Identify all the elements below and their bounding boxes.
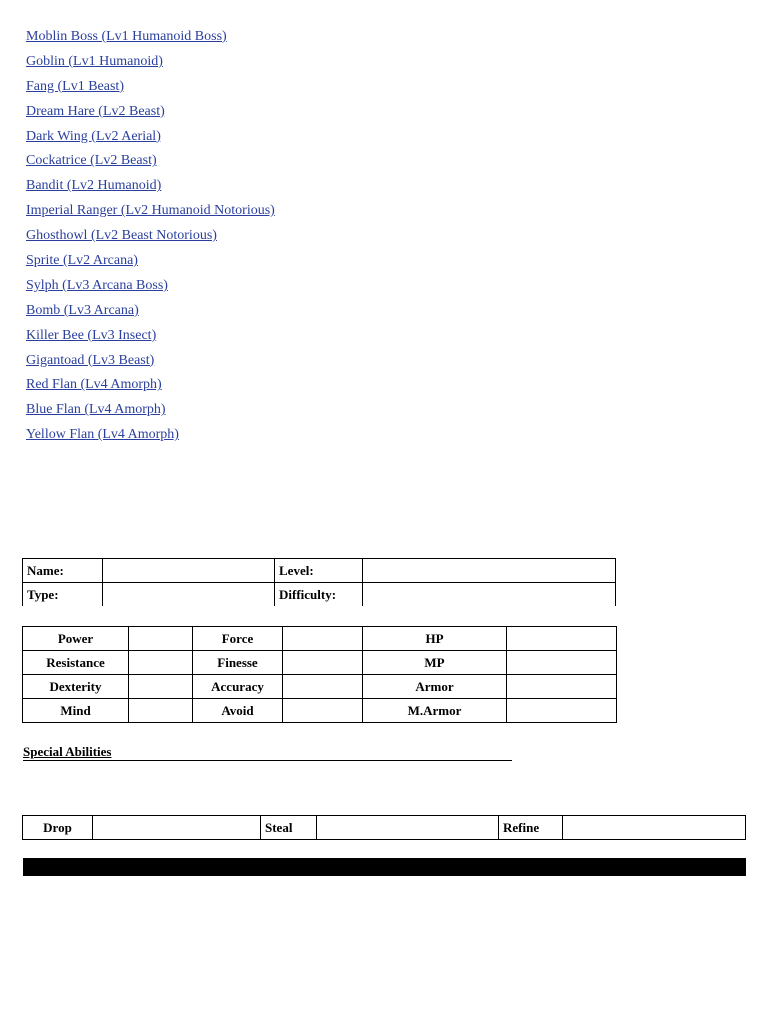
table-row <box>23 583 616 607</box>
stat-label: MP <box>363 651 507 675</box>
list-item <box>26 375 275 400</box>
monster-link[interactable]: Gigantoad (Lv3 Beast) <box>26 352 155 368</box>
stat-label: Finesse <box>193 651 283 675</box>
stat-value-cell[interactable] <box>283 699 363 723</box>
monster-link[interactable]: Moblin Boss (Lv1 Humanoid Boss) <box>26 29 227 44</box>
stat-value-cell[interactable] <box>129 699 193 723</box>
monster-link[interactable]: Blue Flan (Lv4 Amorph) <box>26 402 166 418</box>
stat-value-cell[interactable] <box>283 675 363 699</box>
level-value-cell[interactable] <box>363 559 616 583</box>
drop-value-cell[interactable] <box>93 816 261 840</box>
special-abilities-heading <box>23 744 512 761</box>
difficulty-value-cell[interactable] <box>363 583 616 607</box>
level-label: Level: <box>275 559 363 583</box>
stat-label: M.Armor <box>363 699 507 723</box>
monster-link[interactable]: Fang (Lv1 Beast) <box>26 78 124 94</box>
type-value-cell[interactable] <box>103 583 275 607</box>
monster-header-table <box>22 558 616 606</box>
special-abilities-label: Special Abilities <box>23 744 112 759</box>
stat-value-cell[interactable] <box>129 627 193 651</box>
monster-link[interactable]: Yellow Flan (Lv4 Amorph) <box>26 427 179 443</box>
loot-table <box>22 815 746 840</box>
stat-value-cell[interactable] <box>283 651 363 675</box>
monster-link[interactable]: Dark Wing (Lv2 Aerial) <box>26 128 161 144</box>
stat-value-cell[interactable] <box>507 627 617 651</box>
monster-link[interactable]: Ghosthowl (Lv2 Beast Notorious) <box>26 228 217 244</box>
table-row <box>23 559 616 583</box>
stat-label: HP <box>363 627 507 651</box>
stat-label: Mind <box>23 699 129 723</box>
monster-link[interactable]: Cockatrice (Lv2 Beast) <box>26 153 157 169</box>
monster-link[interactable]: Imperial Ranger (Lv2 Humanoid Notorious) <box>26 203 275 219</box>
stat-label: Dexterity <box>23 675 129 699</box>
list-item <box>26 251 275 276</box>
monster-link[interactable]: Sylph (Lv3 Arcana Boss) <box>26 277 168 293</box>
table-row <box>23 816 746 840</box>
list-item <box>26 151 275 176</box>
steal-label: Steal <box>261 816 317 840</box>
name-value-cell[interactable] <box>103 559 275 583</box>
list-item <box>26 127 275 152</box>
monster-link-list <box>26 27 275 450</box>
refine-label: Refine <box>499 816 563 840</box>
refine-value-cell[interactable] <box>563 816 746 840</box>
monster-link[interactable]: Sprite (Lv2 Arcana) <box>26 253 138 269</box>
list-item <box>26 52 275 77</box>
stats-table <box>22 626 617 723</box>
list-item <box>26 102 275 127</box>
list-item <box>26 201 275 226</box>
difficulty-label: Difficulty: <box>275 583 363 607</box>
monster-link[interactable]: Bomb (Lv3 Arcana) <box>26 302 139 318</box>
drop-label: Drop <box>23 816 93 840</box>
stat-label: Resistance <box>23 651 129 675</box>
stat-value-cell[interactable] <box>507 675 617 699</box>
list-item <box>26 400 275 425</box>
table-row <box>23 675 617 699</box>
stat-value-cell[interactable] <box>129 675 193 699</box>
stat-value-cell[interactable] <box>507 699 617 723</box>
list-item <box>26 176 275 201</box>
list-item <box>26 226 275 251</box>
stat-label: Power <box>23 627 129 651</box>
list-item <box>26 351 275 376</box>
stat-value-cell[interactable] <box>129 651 193 675</box>
list-item <box>26 425 275 450</box>
monster-link[interactable]: Killer Bee (Lv3 Insect) <box>26 327 157 343</box>
stat-value-cell[interactable] <box>283 627 363 651</box>
type-label: Type: <box>23 583 103 607</box>
table-row <box>23 699 617 723</box>
monster-link[interactable]: Dream Hare (Lv2 Beast) <box>26 103 165 119</box>
black-divider-bar <box>23 858 746 876</box>
list-item <box>26 301 275 326</box>
table-row <box>23 651 617 675</box>
name-label: Name: <box>23 559 103 583</box>
stat-label: Accuracy <box>193 675 283 699</box>
stat-label: Avoid <box>193 699 283 723</box>
list-item <box>26 276 275 301</box>
stat-label: Force <box>193 627 283 651</box>
monster-link[interactable]: Goblin (Lv1 Humanoid) <box>26 53 163 69</box>
stat-value-cell[interactable] <box>507 651 617 675</box>
table-row <box>23 627 617 651</box>
list-item <box>26 326 275 351</box>
list-item <box>26 27 275 52</box>
steal-value-cell[interactable] <box>317 816 499 840</box>
stat-label: Armor <box>363 675 507 699</box>
monster-link[interactable]: Red Flan (Lv4 Amorph) <box>26 377 162 393</box>
list-item <box>26 77 275 102</box>
monster-link[interactable]: Bandit (Lv2 Humanoid) <box>26 178 162 194</box>
